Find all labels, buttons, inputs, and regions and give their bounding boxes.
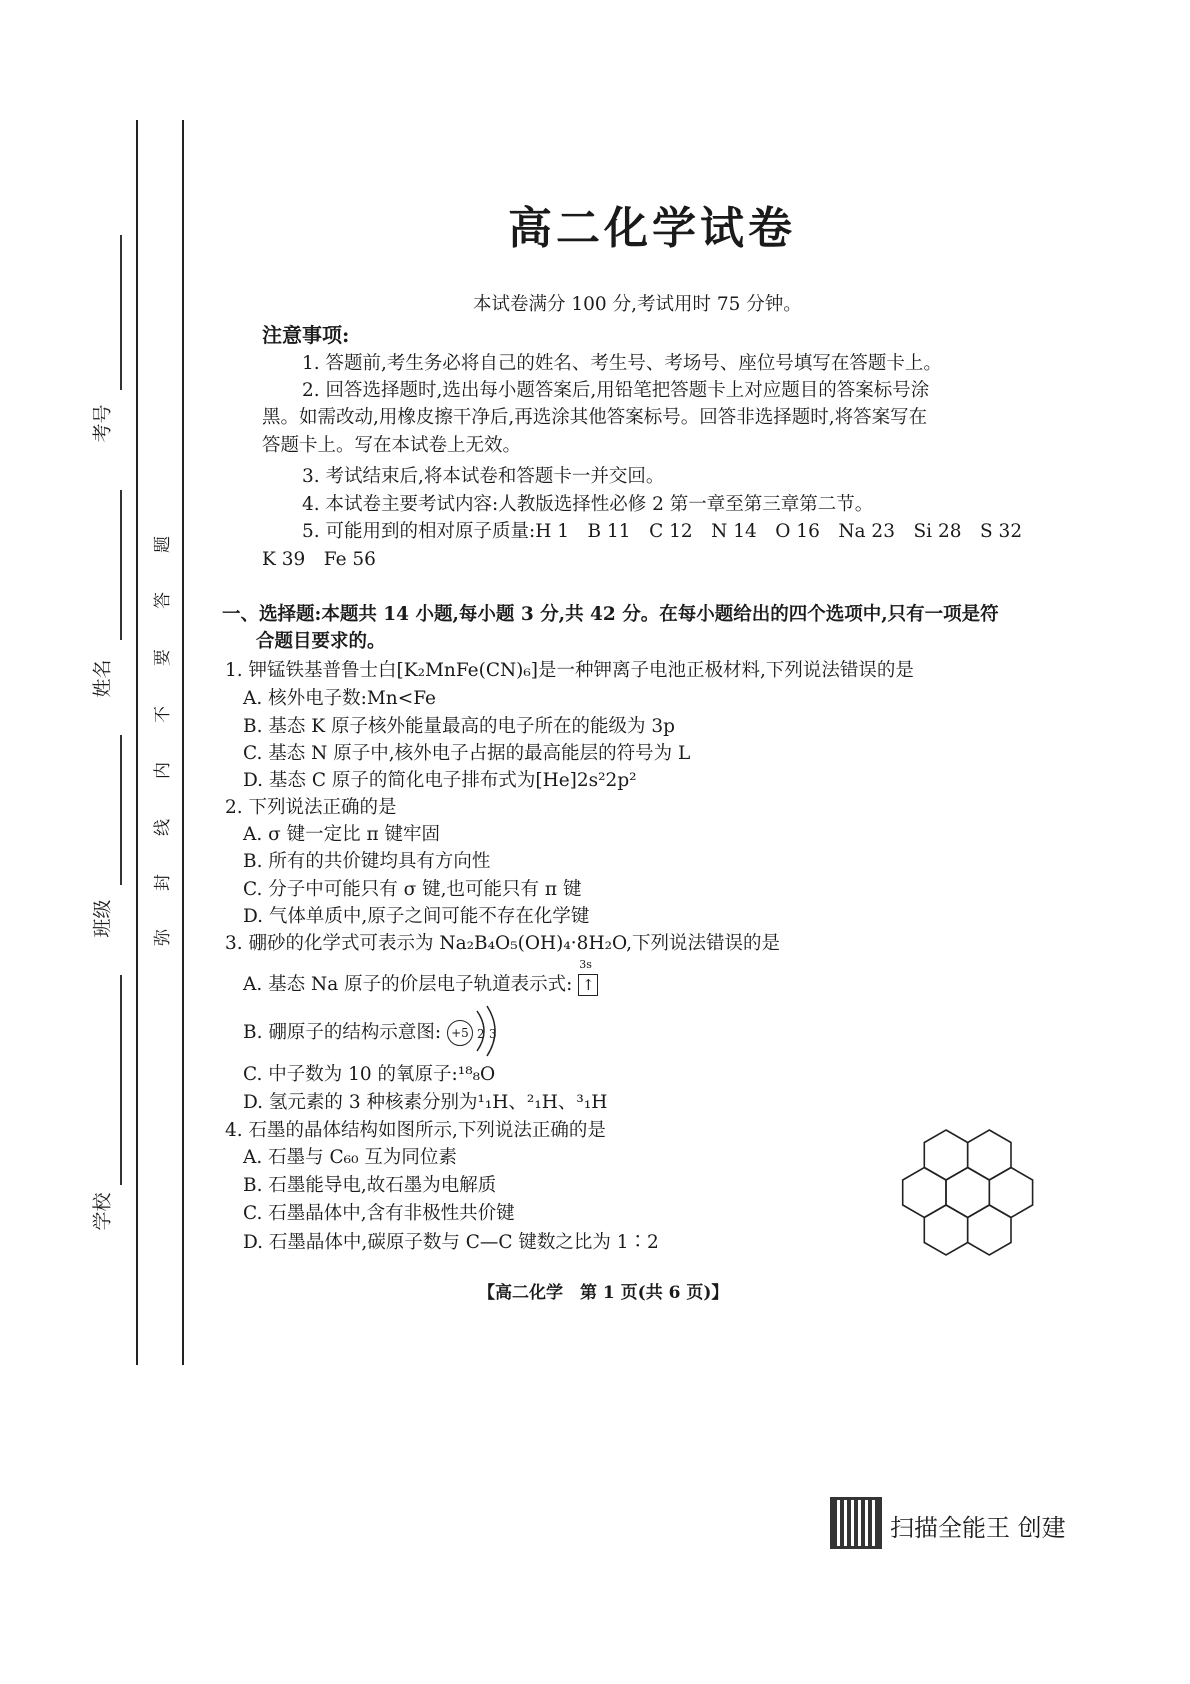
option-text: A. 基态 Na 原子的价层电子轨道表示式: <box>243 974 573 995</box>
up-arrow-icon: ↑ <box>581 976 595 994</box>
subtitle: 本试卷满分 100 分,考试用时 75 分钟。 <box>473 294 802 315</box>
option: B. 石墨能导电,故石墨为电解质 <box>243 1175 497 1196</box>
seal-char: 要 <box>153 649 173 666</box>
option: C. 中子数为 10 的氧原子:¹⁸₈O <box>243 1064 496 1085</box>
notice-line: 5. 可能用到的相对原子质量:H 1 B 11 C 12 N 14 O 16 Na 23 Si 28 S 32 <box>302 521 1023 542</box>
seal-char: 题 <box>153 536 173 553</box>
option: D. 基态 C 原子的简化电子排布式为[He]2s²2p² <box>243 770 637 791</box>
question-stem: 1. 钾锰铁基普鲁士白[K₂MnFe(CN)₆]是一种钾离子电池正极材料,下列说法错误的是 <box>225 660 914 681</box>
option: B. 基态 K 原子核外能量最高的电子所在的能级为 3p <box>243 716 675 737</box>
seal-char: 弥 <box>153 929 173 946</box>
option: A. σ 键一定比 π 键牢固 <box>243 824 441 845</box>
notice-line: 2. 回答选择题时,选出每小题答案后,用铅笔把答题卡上对应题目的答案标号涂 <box>302 380 930 401</box>
section-heading-cont: 合题目要求的。 <box>256 631 386 652</box>
atom-structure-diagram <box>447 1018 507 1048</box>
notice-line: 答题卡上。写在本试卷上无效。 <box>262 435 522 456</box>
page-footer: 【高二化学 第 1 页(共 6 页)】 <box>478 1283 729 1303</box>
option: B. 所有的共价键均具有方向性 <box>243 851 491 872</box>
binding-line-inner <box>136 120 138 1365</box>
option-text: B. 硼原子的结构示意图: <box>243 1022 442 1043</box>
option: C. 石墨晶体中,含有非极性共价键 <box>243 1203 515 1224</box>
exam-no-underline <box>120 235 122 390</box>
seal-char: 封 <box>153 874 173 891</box>
hexagon-ring <box>989 1168 1032 1218</box>
option <box>243 1018 507 1048</box>
option: D. 氢元素的 3 种核素分别为¹₁H、²₁H、³₁H <box>243 1092 608 1113</box>
hexagon-ring <box>903 1168 946 1218</box>
orbital-box <box>578 958 598 996</box>
binding-line-outer <box>182 120 184 1365</box>
question-stem: 2. 下列说法正确的是 <box>225 797 397 818</box>
nucleus: +5 <box>447 1020 473 1046</box>
section-heading: 一、选择题:本题共 14 小题,每小题 3 分,共 42 分。在每小题给出的四个选项中,只有一项是符 <box>222 604 999 625</box>
name-label: 姓名 <box>91 659 114 698</box>
shell-electrons: 2 <box>476 1027 485 1041</box>
class-underline <box>120 735 122 885</box>
question-stem: 3. 硼砂的化学式可表示为 Na₂B₄O₅(OH)₄·8H₂O,下列说法错误的是 <box>225 933 780 954</box>
seal-char: 答 <box>153 592 173 609</box>
hexagon-ring <box>968 1205 1011 1255</box>
option: D. 石墨晶体中,碳原子数与 C—C 键数之比为 1∶2 <box>243 1232 659 1253</box>
option: A. 核外电子数:Mn<Fe <box>243 688 436 709</box>
watermark-text: 扫描全能王 创建 <box>890 1514 1066 1542</box>
orbital-label: 3s <box>579 958 592 971</box>
page-title: 高二化学试卷 <box>508 203 796 254</box>
notice-line: K 39 Fe 56 <box>262 549 376 570</box>
option: A. 石墨与 C₆₀ 互为同位素 <box>243 1147 457 1168</box>
seal-char: 内 <box>153 762 173 779</box>
shell-electrons: 3 <box>488 1027 497 1041</box>
graphite-structure-figure <box>880 1122 1080 1272</box>
hexagon-ring <box>924 1205 967 1255</box>
question-stem: 4. 石墨的晶体结构如图所示,下列说法正确的是 <box>225 1120 606 1141</box>
class-label: 班级 <box>91 899 114 938</box>
seal-char: 线 <box>153 819 173 836</box>
school-label: 学校 <box>91 1192 114 1231</box>
option <box>243 958 598 997</box>
name-underline <box>120 490 122 640</box>
notice-line: 黑。如需改动,用橡皮擦干净后,再选涂其他答案标号。回答非选择题时,将答案写在 <box>262 407 928 428</box>
notice-line: 4. 本试卷主要考试内容:人教版选择性必修 2 第一章至第三章第二节。 <box>302 494 874 515</box>
qr-code-icon <box>833 1500 879 1546</box>
option: C. 分子中可能只有 σ 键,也可能只有 π 键 <box>243 879 582 900</box>
notice-line: 1. 答题前,考生务必将自己的姓名、考生号、考场号、座位号填写在答题卡上。 <box>302 353 942 374</box>
notice-heading: 注意事项: <box>262 323 350 347</box>
option: D. 气体单质中,原子之间可能不存在化学键 <box>243 906 590 927</box>
notice-line: 3. 考试结束后,将本试卷和答题卡一并交回。 <box>302 466 665 487</box>
option: C. 基态 N 原子中,核外电子占据的最高能层的符号为 L <box>243 743 691 764</box>
school-underline <box>120 975 122 1185</box>
exam-no-label: 考号 <box>91 404 114 443</box>
hexagon-ring <box>946 1168 989 1218</box>
hexagon-ring <box>924 1130 967 1180</box>
hexagon-ring <box>968 1130 1011 1180</box>
seal-char: 不 <box>153 706 173 723</box>
